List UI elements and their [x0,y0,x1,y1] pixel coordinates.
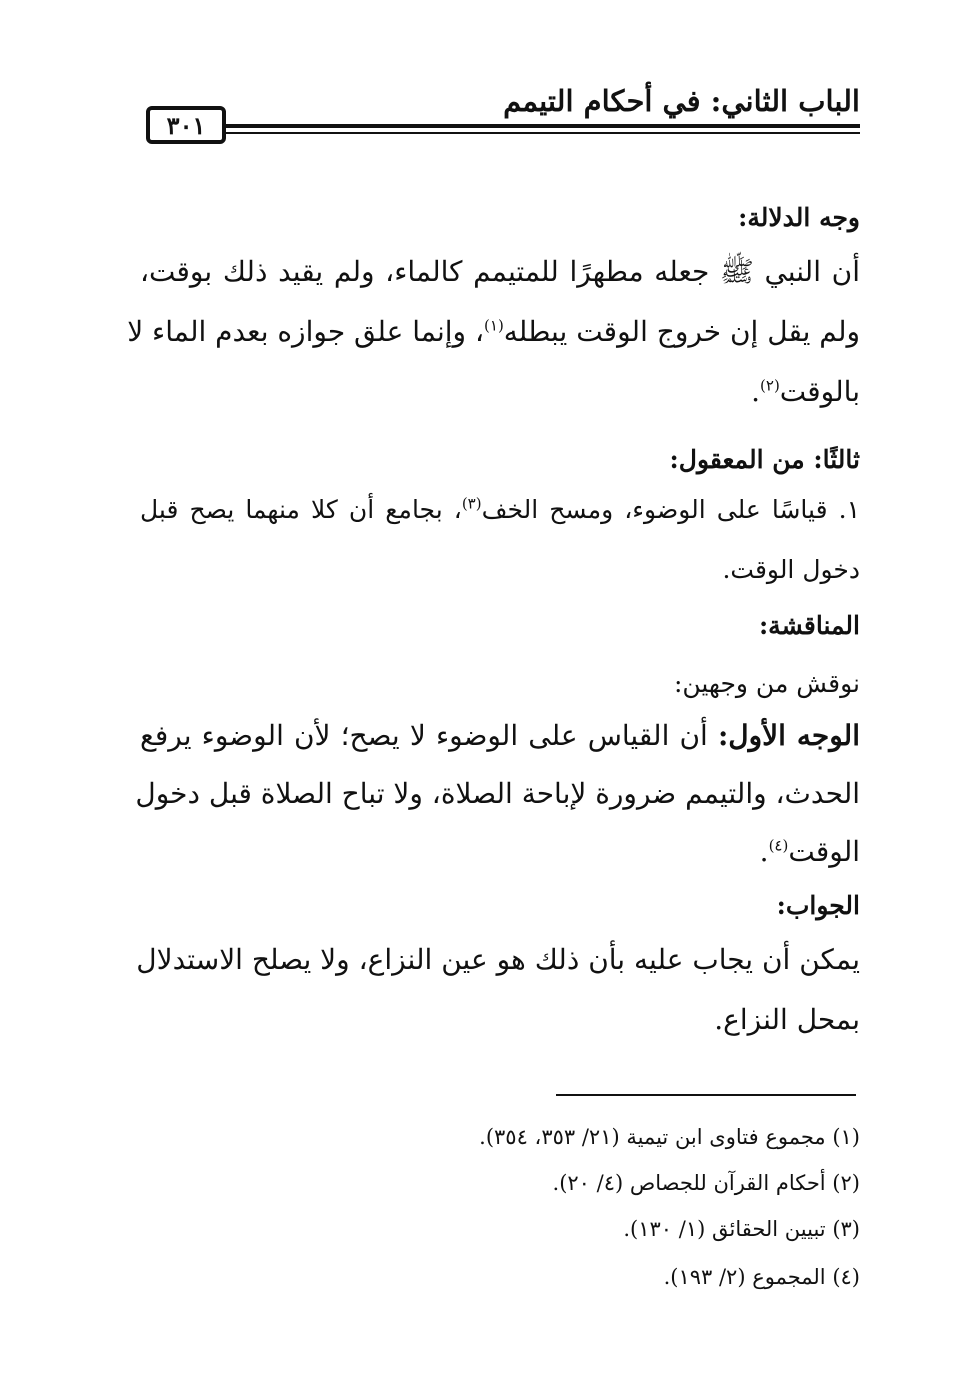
footnote-separator [556,1094,856,1096]
paragraph-line: بمحل النزاع. [714,1003,860,1036]
paragraph-line [140,716,860,756]
text-run: ١. قياسًا على الوضوء، ومسح الخف [481,495,861,524]
text-run: . [759,835,769,868]
text-run: أن القياس على الوضوء لا يصح؛ لأن الوضوء يرفع [140,719,718,752]
page-number: ٣٠١ [166,110,206,140]
paragraph-line [751,372,860,412]
paragraph-line: نوقش من وجهين: [673,669,860,698]
paragraph-line: الحدث، والتيمم ضرورة لإباحة الصلاة، ولا تباح الصلاة قبل دخول [135,777,860,810]
paragraph-line: أن النبي ﷺ جعله مطهرًا للمتيمم كالماء، ولم يقيد ذلك بوقت، [140,255,860,288]
text-run: بالوقت [779,375,860,408]
page-number-box [146,106,226,144]
section-heading-jawab: الجواب: [776,891,860,920]
footnote-ref: (٣) [461,494,482,513]
section-heading-thalithan: ثالثًا: من المعقول: [669,445,860,474]
header-rule [222,124,860,134]
footnote-ref: (٢) [760,376,780,395]
text-run: ، بجامع أن كلا منهما يصح قبل [140,495,462,524]
section-heading-wajh-dalala: وجه الدلالة: [738,203,860,232]
text-run: ولم يقل إن خروج الوقت يبطله [503,315,860,348]
footnote-ref: (١) [484,316,504,335]
footnote-2: (٢) أحكام القرآن للجصاص (٤/ ٢٠). [552,1171,860,1195]
first-aspect-label: الوجه الأول: [717,719,860,752]
chapter-title: الباب الثاني: في أحكام التيمم [503,84,860,118]
footnote-3: (٣) تبيين الحقائق (١/ ١٣٠). [623,1217,860,1241]
paragraph-line [127,312,860,352]
text-run: . [751,375,761,408]
list-item-line: دخول الوقت. [722,555,860,584]
text-run: الوقت [788,835,860,868]
list-item-line [140,490,860,530]
section-heading-munaqasha: المناقشة: [758,611,860,640]
text-run: ، وإنما علق جوازه بعدم الماء لا [127,315,485,348]
paragraph-line [760,832,860,872]
paragraph-line: يمكن أن يجاب عليه بأن ذلك هو عين النزاع، ولا يصلح الاستدلال [136,943,860,976]
footnote-ref: (٤) [768,836,789,855]
footnote-4: (٤) المجموع (٢/ ١٩٣). [663,1265,860,1289]
footnote-1: (١) مجموع فتاوى ابن تيمية (٢١/ ٣٥٣، ٣٥٤). [479,1125,860,1149]
